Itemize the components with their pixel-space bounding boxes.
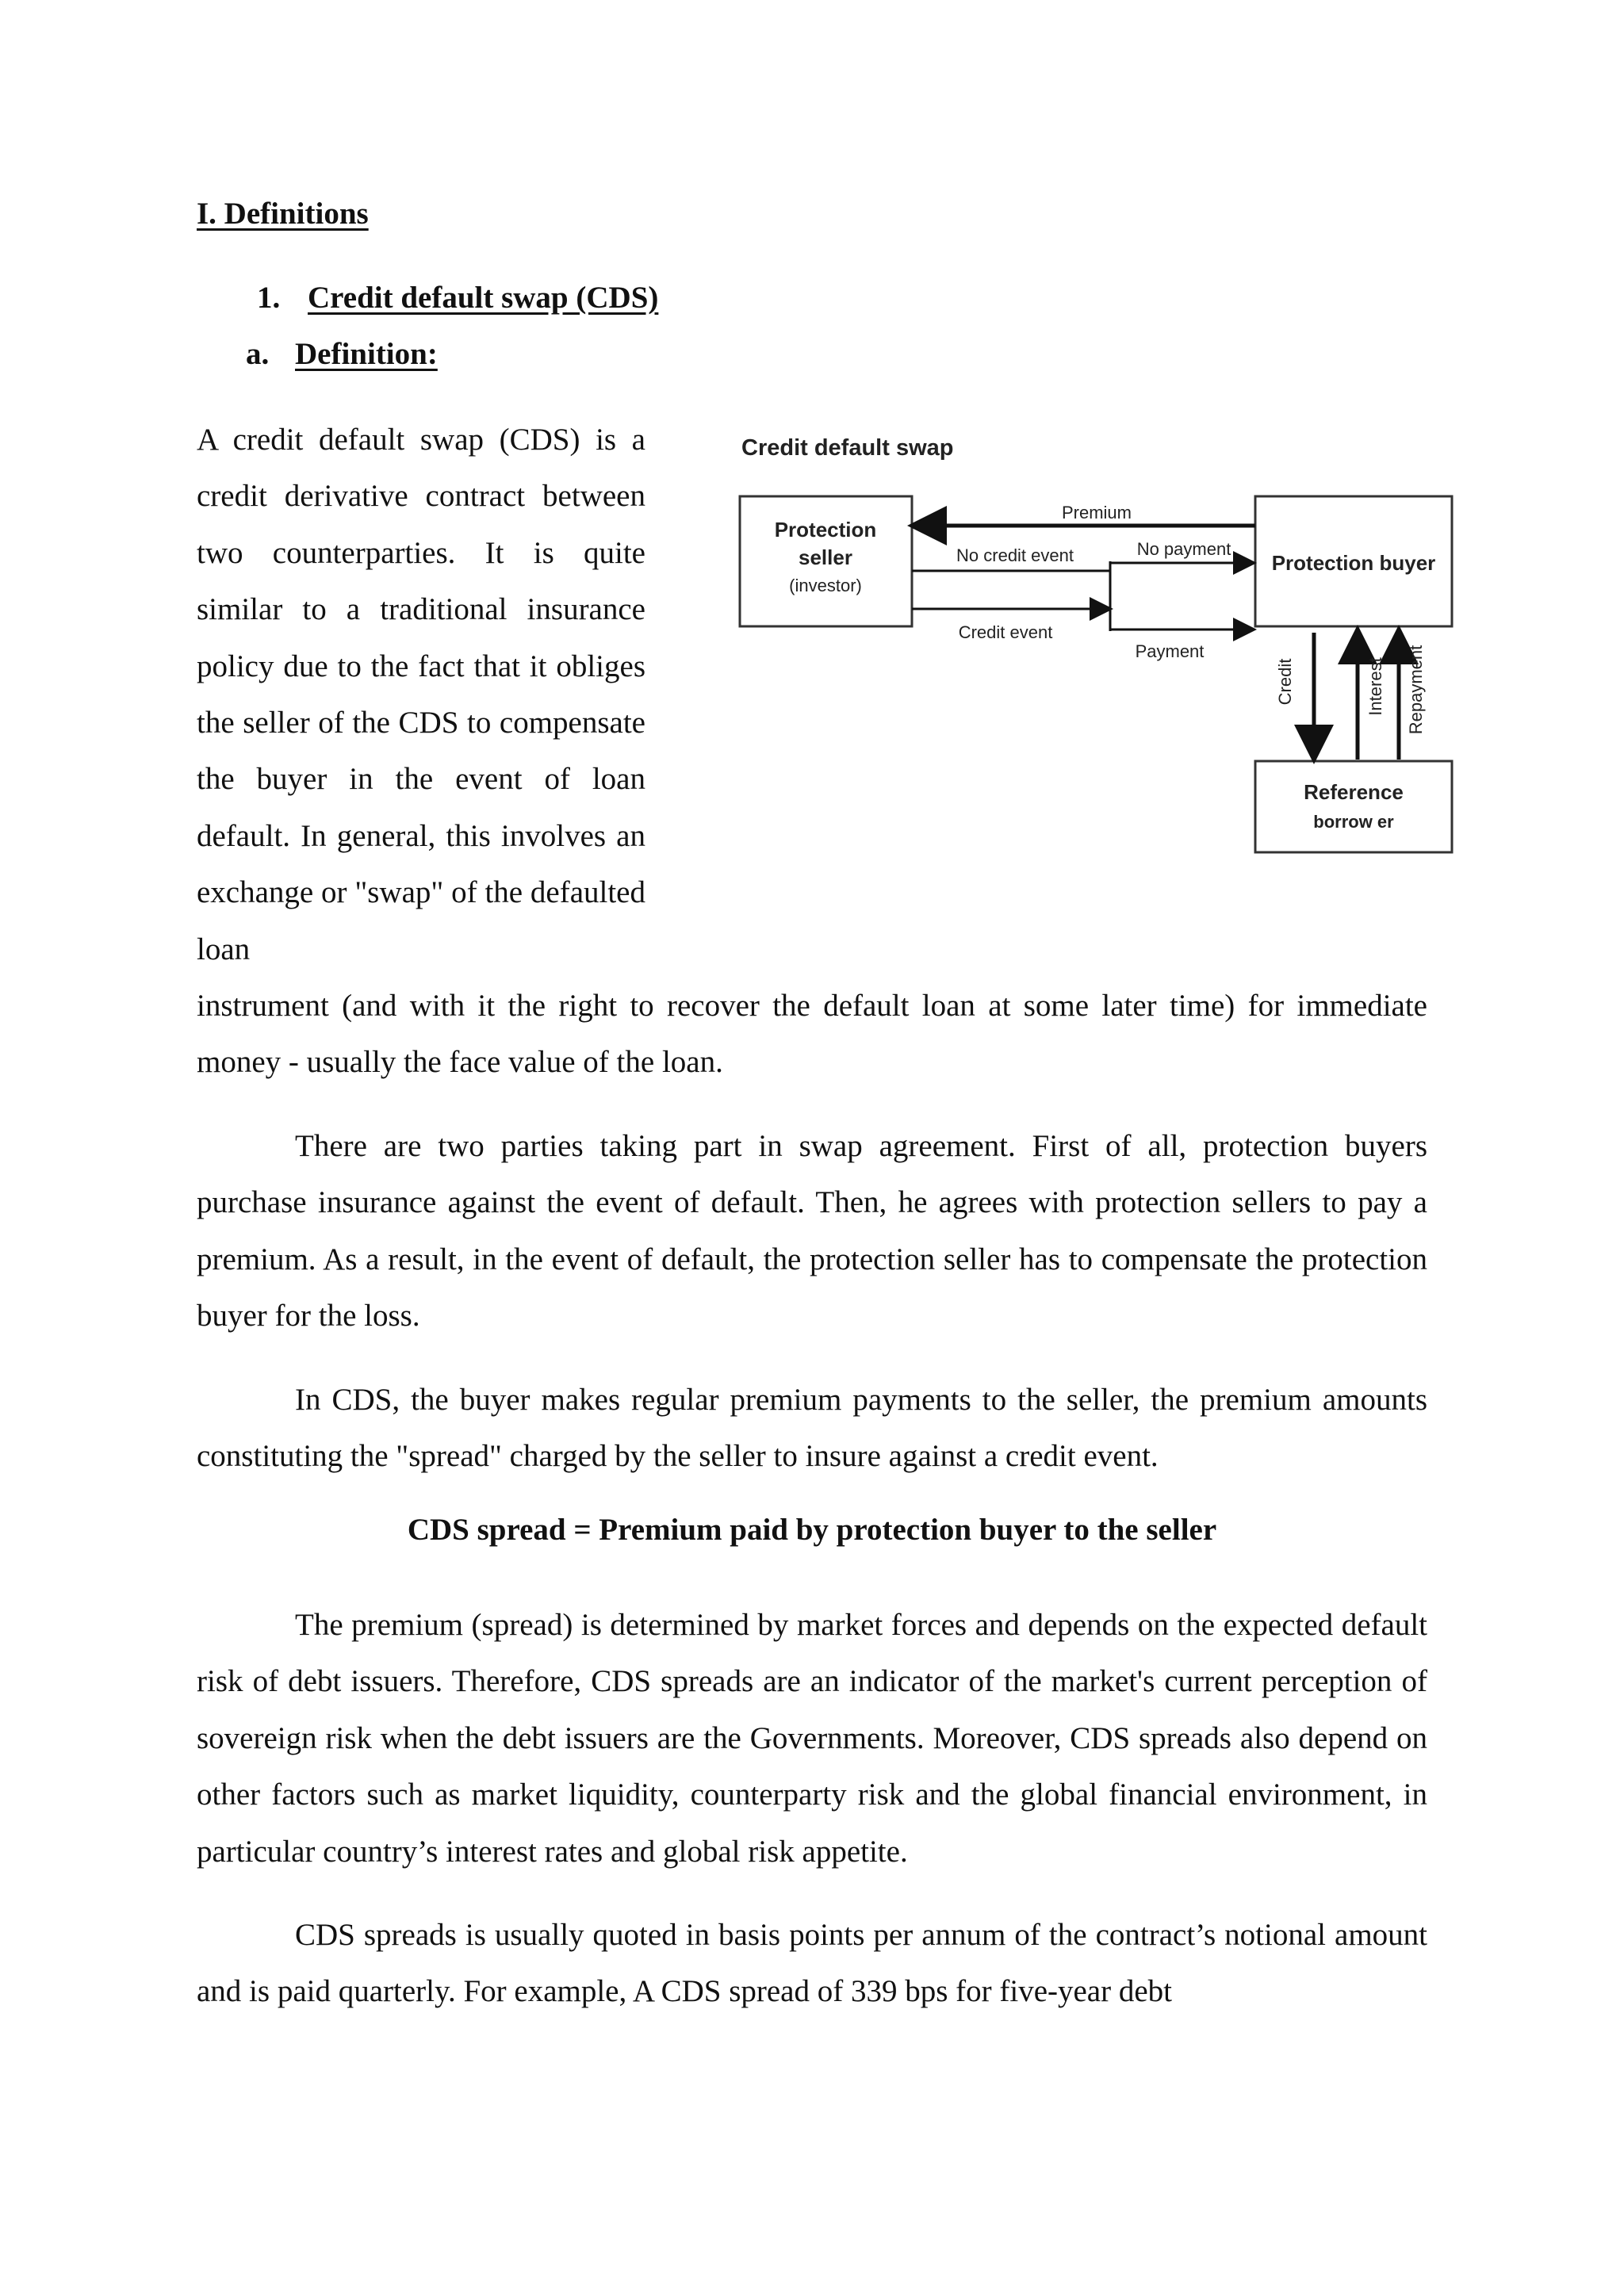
protection-buyer-label: Protection buyer xyxy=(1271,551,1436,575)
protection-seller-label-line2: seller xyxy=(799,545,852,569)
no-payment-label: No payment xyxy=(1136,539,1231,559)
credit-event-label: Credit event xyxy=(958,622,1053,642)
subsubsection-title: Definition: xyxy=(295,337,438,371)
reference-borrower-box xyxy=(1255,761,1452,852)
subsection-heading xyxy=(257,280,658,316)
subsection-number: 1. xyxy=(257,281,281,315)
diagram-title: Credit default swap xyxy=(741,435,954,461)
section-heading: I. Definitions xyxy=(197,197,369,231)
cds-spread-formula: CDS spread = Premium paid by protection buyer to the seller xyxy=(407,1513,1217,1547)
paragraph-5: The premium (spread) is determined by market forces and depends on the expected default risk of debt issuers. Therefore, CDS spreads are an indicator of the market's current perception of sovereign risk when the debt issuers are the Governments. Moreover, CDS spreads also depend on other factors such as market liquidity, counterparty risk and the global financial environment, in particular country’s interest rates and global risk appetite. xyxy=(197,1608,1427,1869)
interest-label: Interest xyxy=(1365,657,1385,716)
subsubsection-letter: a. xyxy=(246,337,270,371)
reference-borrower-label-line1: Reference xyxy=(1304,780,1404,804)
subsection-title: Credit default swap (CDS) xyxy=(308,281,659,315)
no-credit-event-label: No credit event xyxy=(956,545,1074,565)
subsubsection-heading xyxy=(246,336,438,372)
payment-label: Payment xyxy=(1135,641,1205,661)
reference-borrower-label-line2: borrow er xyxy=(1313,812,1394,832)
paragraph-1-wrapped: A credit default swap (CDS) is a credit derivative contract between two counterparties. It is quite similar to a traditional insurance policy due to the fact that it obliges the seller of the CDS to compensate the buyer in the event of loan default. In general, this involves an exchange or "swap" of the defaulted loan xyxy=(197,423,645,966)
paragraph-2: There are two parties taking part in swap agreement. First of all, protection buyers purchase insurance against the event of default. Then, he agrees with protection sellers to pay a premium. As a result, in the event of default, the protection seller has to compensate the protection buyer for the loss. xyxy=(197,1129,1427,1334)
cds-diagram xyxy=(714,420,1475,872)
premium-label: Premium xyxy=(1061,503,1132,522)
paragraph-6: CDS spreads is usually quoted in basis points per annum of the contract’s notional amount and is paid quarterly. For example, A CDS spread of 339 bps for five-year debt xyxy=(197,1918,1427,2009)
paragraph-1-continued: instrument (and with it the right to recover the default loan at some later time) for immediate money - usually the face value of the loan. xyxy=(197,989,1427,1080)
protection-seller-label-line1: Protection xyxy=(774,518,877,541)
repayment-label: Repayment xyxy=(1406,645,1426,735)
credit-label: Credit xyxy=(1275,658,1295,706)
protection-seller-label-line3: (investor) xyxy=(789,576,862,595)
paragraph-3: In CDS, the buyer makes regular premium payments to the seller, the premium amounts constituting the "spread" charged by the seller to insure against a credit event. xyxy=(197,1383,1427,1474)
